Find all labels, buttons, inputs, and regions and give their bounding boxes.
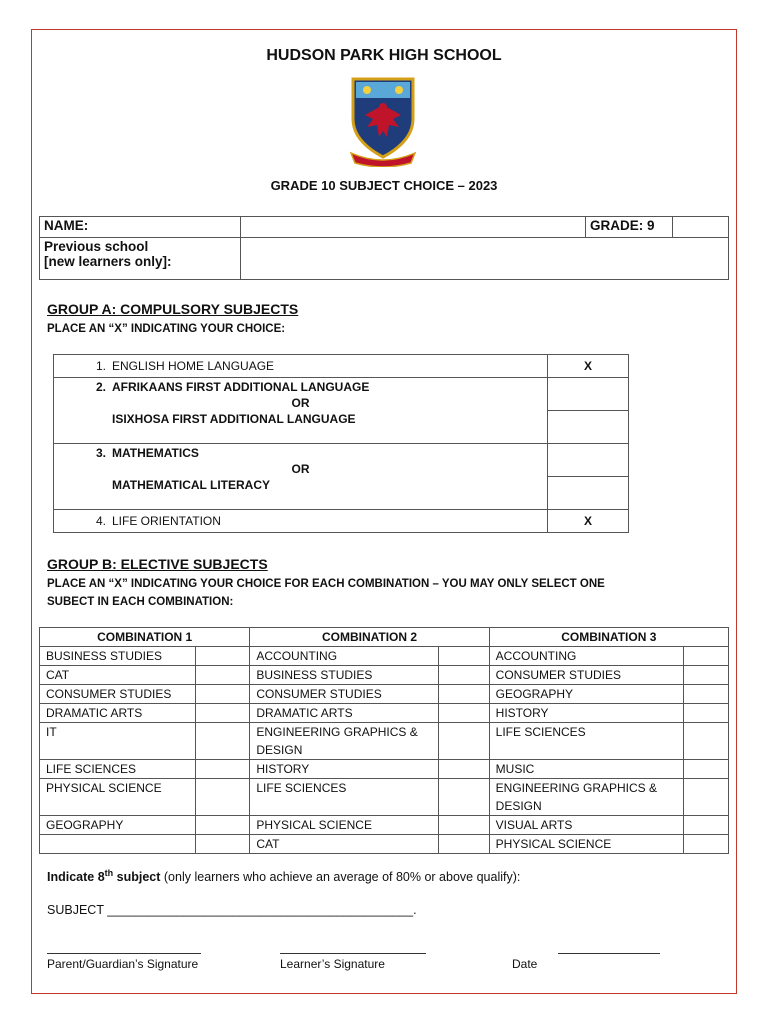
combination-1-subject: PHYSICAL SCIENCE xyxy=(40,779,196,816)
subject-fal: 2. AFRIKAANS FIRST ADDITIONAL LANGUAGE OR ISIXHOSA FIRST ADDITIONAL LANGUAGE xyxy=(54,378,548,444)
maths-literacy-choice-box[interactable] xyxy=(548,477,629,510)
combination-3-subject: ENGINEERING GRAPHICS & DESIGN xyxy=(489,779,683,816)
previous-school-label-line-2: [new learners only]: xyxy=(44,254,172,269)
combination-1-choice-box[interactable] xyxy=(195,779,249,816)
combination-2-header: COMBINATION 2 xyxy=(250,628,489,647)
group-b-heading: GROUP B: ELECTIVE SUBJECTS xyxy=(47,556,268,572)
combination-3-choice-box[interactable] xyxy=(684,704,729,723)
table-row xyxy=(40,816,729,835)
combination-1-choice-box[interactable] xyxy=(195,685,249,704)
combination-3-subject: VISUAL ARTS xyxy=(489,816,683,835)
group-b-instruction-line-2: SUBECT IN EACH COMBINATION: xyxy=(47,596,234,608)
group-a-table xyxy=(53,354,629,533)
grade-field[interactable] xyxy=(673,217,729,238)
combination-2-subject: CONSUMER STUDIES xyxy=(250,685,439,704)
combination-3-header: COMBINATION 3 xyxy=(489,628,728,647)
combination-2-choice-box[interactable] xyxy=(439,704,490,723)
combination-1-subject: BUSINESS STUDIES xyxy=(40,647,196,666)
form-page xyxy=(31,29,737,994)
combination-1-subject: DRAMATIC ARTS xyxy=(40,704,196,723)
combination-3-choice-box[interactable] xyxy=(684,647,729,666)
combination-1-subject xyxy=(40,835,196,854)
table-row xyxy=(40,685,729,704)
combination-1-header: COMBINATION 1 xyxy=(40,628,250,647)
learner-info-table xyxy=(39,216,729,280)
subject-maths: 3. MATHEMATICS OR MATHEMATICAL LITERACY xyxy=(54,444,548,510)
combination-3-subject: HISTORY xyxy=(489,704,683,723)
combination-2-choice-box[interactable] xyxy=(439,760,490,779)
combination-1-choice-box[interactable] xyxy=(195,704,249,723)
school-name: HUDSON PARK HIGH SCHOOL xyxy=(266,47,502,64)
school-crest-icon xyxy=(343,75,423,167)
table-row xyxy=(40,704,729,723)
combination-3-choice-box[interactable] xyxy=(684,666,729,685)
combination-2-choice-box[interactable] xyxy=(439,816,490,835)
subject-english: 1. ENGLISH HOME LANGUAGE xyxy=(54,355,548,378)
table-row xyxy=(40,666,729,685)
combination-3-subject: GEOGRAPHY xyxy=(489,685,683,704)
grade-label: GRADE: 9 xyxy=(586,217,673,238)
parent-signature-line[interactable] xyxy=(47,953,201,954)
isixhosa-choice-box[interactable] xyxy=(548,411,629,444)
combination-3-choice-box[interactable] xyxy=(684,723,729,760)
life-orientation-choice-box[interactable]: X xyxy=(548,510,629,533)
combination-1-subject: GEOGRAPHY xyxy=(40,816,196,835)
combination-2-choice-box[interactable] xyxy=(439,647,490,666)
combination-1-subject: LIFE SCIENCES xyxy=(40,760,196,779)
combination-2-subject: LIFE SCIENCES xyxy=(250,779,439,816)
combination-3-subject: LIFE SCIENCES xyxy=(489,723,683,760)
group-b-body xyxy=(40,647,729,854)
combination-1-subject: CAT xyxy=(40,666,196,685)
previous-school-field[interactable] xyxy=(241,238,729,280)
combination-3-choice-box[interactable] xyxy=(684,779,729,816)
group-a-instruction: PLACE AN “X” INDICATING YOUR CHOICE: xyxy=(47,323,286,335)
combination-3-choice-box[interactable] xyxy=(684,816,729,835)
combination-2-subject: PHYSICAL SCIENCE xyxy=(250,816,439,835)
combination-2-choice-box[interactable] xyxy=(439,779,490,816)
table-row xyxy=(40,760,729,779)
date-line[interactable] xyxy=(558,953,660,954)
name-field[interactable] xyxy=(241,217,586,238)
combination-2-choice-box[interactable] xyxy=(439,685,490,704)
date-label: Date xyxy=(512,957,538,971)
table-row xyxy=(40,723,729,760)
learner-signature-line[interactable] xyxy=(280,953,426,954)
learner-signature-label: Learner’s Signature xyxy=(280,957,385,971)
group-b-table xyxy=(39,627,729,854)
afrikaans-choice-box[interactable] xyxy=(548,378,629,411)
combination-1-choice-box[interactable] xyxy=(195,760,249,779)
table-row xyxy=(40,779,729,816)
combination-1-choice-box[interactable] xyxy=(195,816,249,835)
eighth-subject-instruction: Indicate 8th subject (only learners who achieve an average of 80% or above qualify): xyxy=(47,868,521,885)
combination-3-subject: MUSIC xyxy=(489,760,683,779)
combination-3-subject: PHYSICAL SCIENCE xyxy=(489,835,683,854)
combination-2-choice-box[interactable] xyxy=(439,835,490,854)
eighth-subject-field[interactable]: SUBJECT ____________________________________________. xyxy=(47,903,417,917)
combination-2-subject: ENGINEERING GRAPHICS & DESIGN xyxy=(250,723,439,760)
combination-2-subject: CAT xyxy=(250,835,439,854)
combination-1-subject: CONSUMER STUDIES xyxy=(40,685,196,704)
combination-2-subject: HISTORY xyxy=(250,760,439,779)
combination-1-subject: IT xyxy=(40,723,196,760)
combination-1-choice-box[interactable] xyxy=(195,647,249,666)
previous-school-label-line-1: Previous school xyxy=(44,239,149,254)
combination-2-choice-box[interactable] xyxy=(439,723,490,760)
combination-2-subject: ACCOUNTING xyxy=(250,647,439,666)
subject-life-orientation: 4. LIFE ORIENTATION xyxy=(54,510,548,533)
name-label: NAME: xyxy=(40,217,241,238)
combination-3-choice-box[interactable] xyxy=(684,685,729,704)
mathematics-choice-box[interactable] xyxy=(548,444,629,477)
table-row xyxy=(40,647,729,666)
parent-signature-label: Parent/Guardian’s Signature xyxy=(47,957,199,971)
combination-2-subject: DRAMATIC ARTS xyxy=(250,704,439,723)
group-b-instruction-line-1: PLACE AN “X” INDICATING YOUR CHOICE FOR EACH COMBINATION – YOU MAY ONLY SELECT ONE xyxy=(47,578,605,590)
combination-2-subject: BUSINESS STUDIES xyxy=(250,666,439,685)
combination-3-subject: ACCOUNTING xyxy=(489,647,683,666)
combination-1-choice-box[interactable] xyxy=(195,666,249,685)
combination-3-subject: CONSUMER STUDIES xyxy=(489,666,683,685)
english-choice-box[interactable]: X xyxy=(548,355,629,378)
document-title: GRADE 10 SUBJECT CHOICE – 2023 xyxy=(270,178,498,193)
combination-3-choice-box[interactable] xyxy=(684,835,729,854)
combination-2-choice-box[interactable] xyxy=(439,666,490,685)
group-a-heading: GROUP A: COMPULSORY SUBJECTS xyxy=(47,301,299,317)
combination-1-choice-box[interactable] xyxy=(195,835,249,854)
table-row xyxy=(40,835,729,854)
combination-3-choice-box[interactable] xyxy=(684,760,729,779)
previous-school-label xyxy=(40,238,241,280)
combination-1-choice-box[interactable] xyxy=(195,723,249,760)
